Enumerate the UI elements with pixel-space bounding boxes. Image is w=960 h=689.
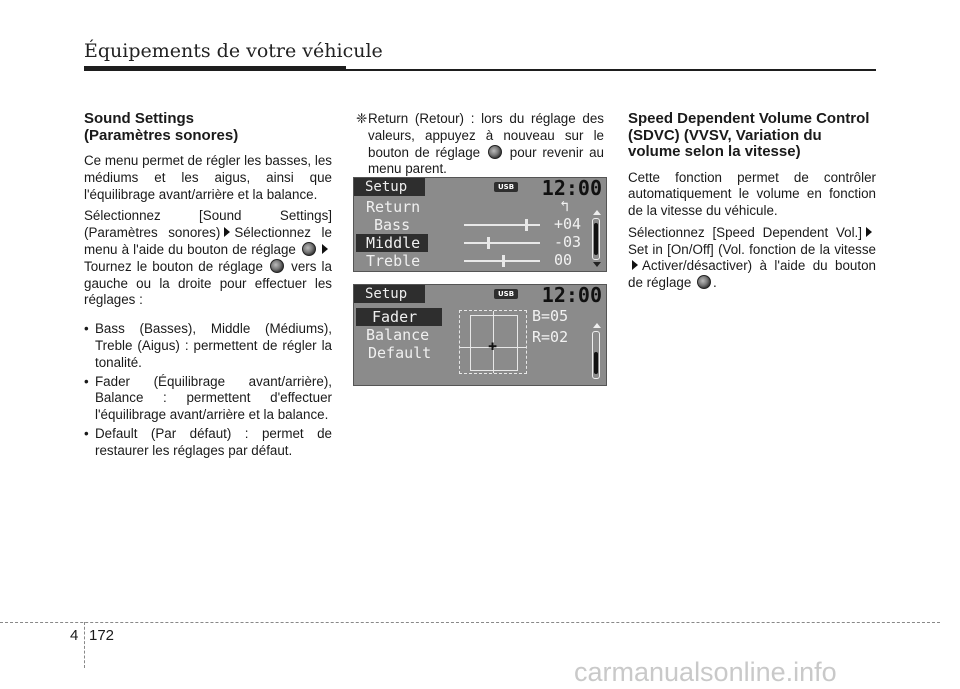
- middle-slider[interactable]: [464, 242, 540, 244]
- watermark: carmanualsonline.info: [574, 657, 837, 687]
- menu-label: Default: [368, 344, 432, 362]
- text: pour revenir au menu parent.: [368, 144, 604, 177]
- fader-value: B=05: [532, 307, 569, 325]
- header-rule-thick: [84, 66, 346, 71]
- text: vers la gauche ou la droite pour effectuer les réglages :: [84, 258, 332, 308]
- balance-value: R=02: [532, 328, 569, 346]
- footer-divider-vertical: [84, 622, 85, 668]
- text: Tournez le bouton de réglage: [84, 258, 263, 274]
- heading-line: (SDVC) (VVSV, Variation du: [628, 126, 822, 144]
- arrow-right-icon: [322, 244, 328, 254]
- tune-knob-icon: [697, 275, 711, 289]
- paragraph: Ce menu permet de régler les basses, les médiums et les aigus, ainsi que l'équilibrage avant/arrière et la balance.: [84, 153, 332, 202]
- section-heading: [84, 111, 332, 144]
- clock: 12:00: [541, 284, 602, 307]
- bullet-list: [84, 321, 332, 459]
- menu-label: Balance: [366, 326, 430, 344]
- clock: 12:00: [541, 177, 602, 200]
- list-item: • Fader (Équilibrage avant/arrière), Balance : permettent d'effectuer l'équilibrage avant/arrière et la balance.: [84, 374, 332, 424]
- heading-line: (Paramètres sonores): [84, 126, 239, 144]
- menu-label: Bass: [374, 216, 411, 234]
- heading-line: Speed Dependent Volume Control: [628, 110, 870, 127]
- bass-slider[interactable]: [464, 224, 540, 226]
- text: Sélectionnez [Speed Dependent Vol.]: [628, 224, 862, 240]
- footer-divider: [0, 622, 940, 623]
- column-sound-settings: [84, 111, 332, 462]
- arrow-right-icon: [224, 227, 230, 237]
- balance-grid[interactable]: [459, 310, 527, 374]
- note: [356, 111, 604, 178]
- screen-title: Setup: [354, 178, 425, 196]
- menu-label: Return: [366, 198, 421, 216]
- scroll-down-icon: [593, 262, 601, 267]
- paragraph: Cette fonction permet de contrôler automatiquement le volume en fonction de la vitesse du véhicule.: [628, 169, 876, 219]
- scrollbar[interactable]: [592, 218, 600, 260]
- setup-screen-tone: [353, 177, 607, 272]
- heading-line: volume selon la vitesse): [628, 143, 801, 160]
- tune-knob-icon: [488, 145, 502, 159]
- usb-badge: USB: [494, 289, 518, 299]
- column-return-note: [356, 111, 604, 183]
- slider-thumb[interactable]: [502, 255, 505, 267]
- usb-badge: USB: [494, 182, 518, 192]
- middle-value: -03: [554, 233, 582, 251]
- scroll-up-icon: [593, 323, 601, 328]
- note-mark: ❈: [356, 111, 368, 126]
- page-number: 172: [89, 627, 115, 644]
- text: Activer/désactiver) à l'aide du bouton de réglage: [628, 258, 876, 291]
- menu-label: Middle: [356, 234, 428, 252]
- menu-label: Fader: [356, 308, 442, 326]
- setup-screen-balance: [353, 284, 607, 386]
- scrollbar[interactable]: [592, 331, 600, 379]
- screen-titlebar: [354, 285, 606, 305]
- treble-value: 00: [554, 251, 573, 269]
- tune-knob-icon: [302, 242, 316, 256]
- menu-item-return[interactable]: [354, 198, 606, 216]
- return-icon: ↰: [560, 197, 570, 215]
- chapter-number: 4: [70, 627, 79, 644]
- column-sdvc: [628, 111, 876, 297]
- slider-thumb[interactable]: [525, 219, 528, 231]
- screen-title: Setup: [354, 285, 425, 303]
- position-marker-icon: ✚: [488, 336, 498, 354]
- list-item: • Default (Par défaut) : permet de restaurer les réglages par défaut.: [84, 426, 332, 460]
- menu-item-bass[interactable]: [354, 216, 606, 234]
- menu-item-treble[interactable]: [354, 252, 606, 270]
- text: .: [713, 275, 717, 291]
- screen-titlebar: [354, 178, 606, 198]
- paragraph: [628, 225, 876, 292]
- paragraph: [84, 208, 332, 309]
- header-rule-thin: [346, 69, 876, 71]
- bass-value: +04: [554, 215, 582, 233]
- text: Set in [On/Off] (Vol. fonction de la vitesse: [628, 241, 876, 257]
- text: Return (Retour) : lors du réglage des valeurs, appuyez à nouveau sur le bouton de réglage: [368, 111, 604, 160]
- treble-slider[interactable]: [464, 260, 540, 262]
- slider-thumb[interactable]: [487, 237, 490, 249]
- text: Sélectionnez [Sound Settings] (Paramètres sonores): [84, 208, 332, 241]
- menu-item-middle[interactable]: [354, 234, 606, 252]
- arrow-right-icon: [632, 260, 638, 270]
- page-header-title: Équipements de votre véhicule: [84, 40, 383, 62]
- section-heading: [628, 111, 876, 161]
- list-item: • Bass (Basses), Middle (Médiums), Treble (Aigus) : permettent de régler la tonalité.: [84, 321, 332, 371]
- menu-label: Treble: [366, 252, 421, 270]
- text: Sélectionnez le menu à l'aide du bouton de réglage: [84, 225, 332, 257]
- arrow-right-icon: [866, 227, 872, 237]
- scroll-up-icon: [593, 210, 601, 215]
- heading-line: Sound Settings: [84, 110, 194, 127]
- tune-knob-icon: [270, 259, 284, 273]
